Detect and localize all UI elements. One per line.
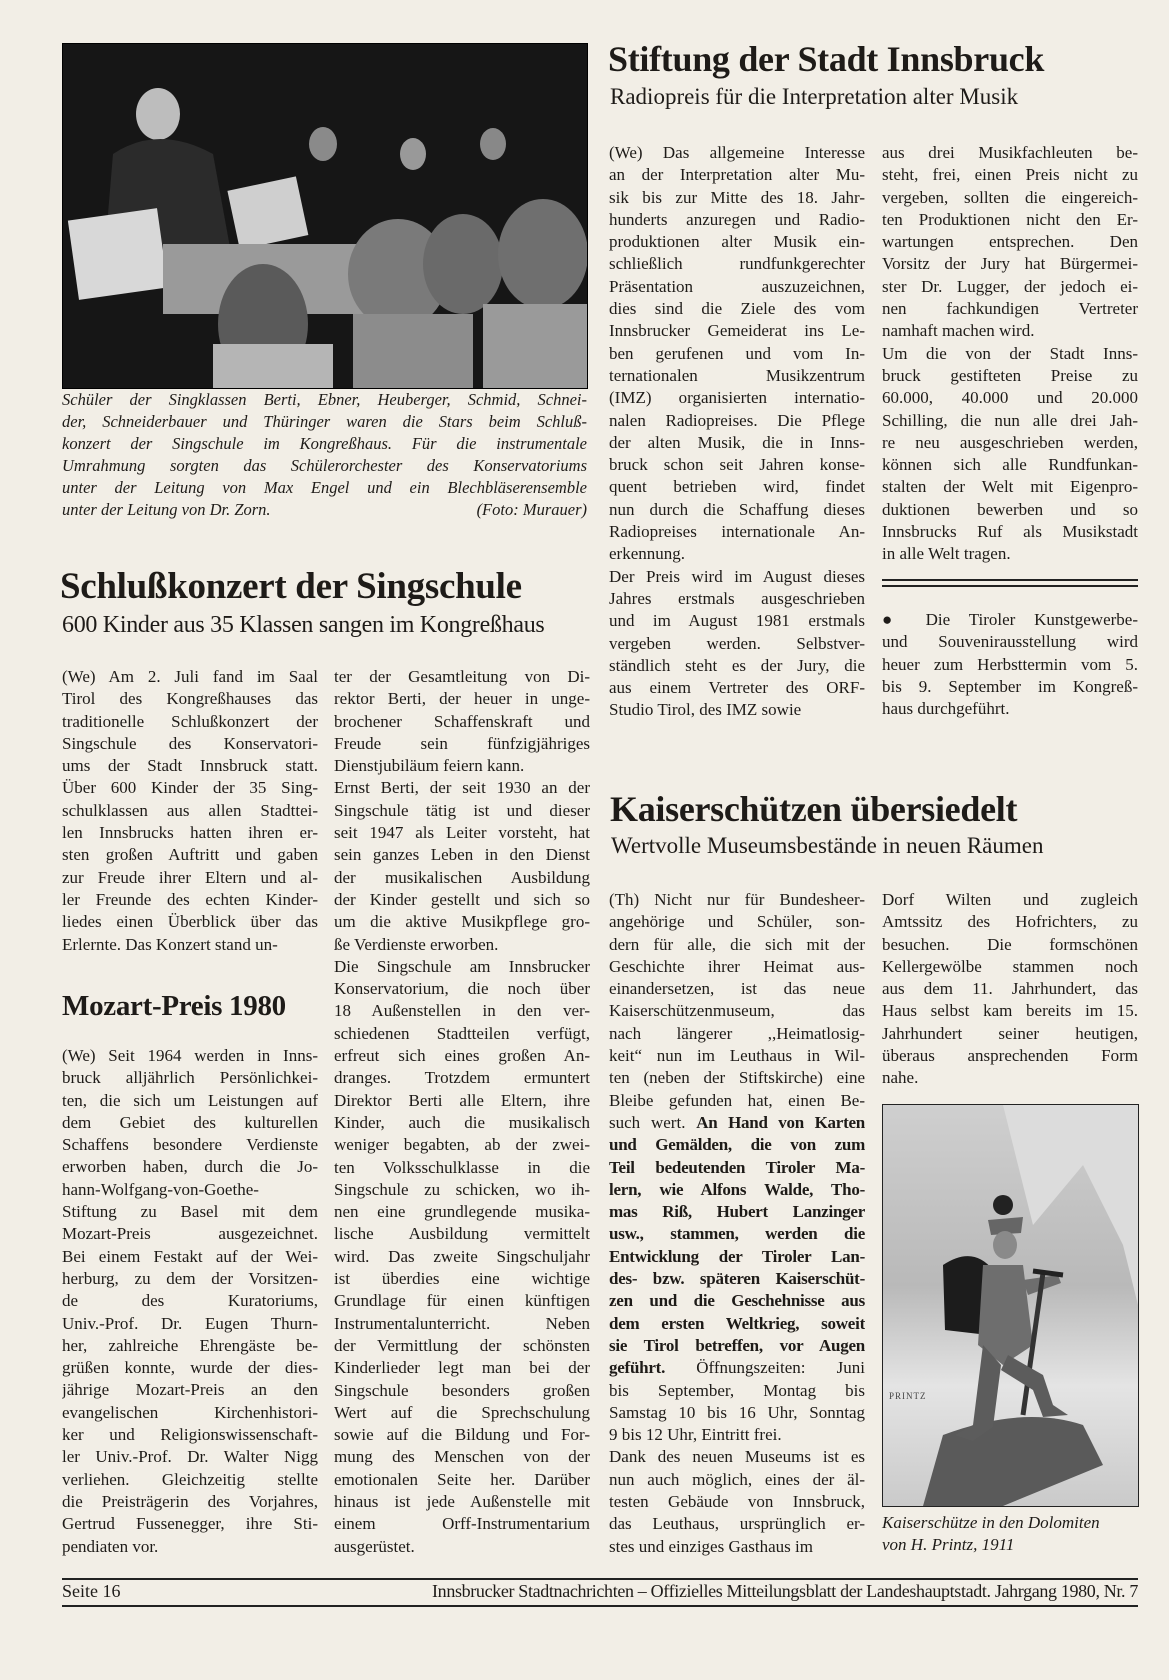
text-line: re neu ausgeschrieben werden, — [882, 432, 1138, 452]
text-line: ist überdies eine wichtige — [334, 1269, 590, 1289]
text-line: Konservatorium, die noch über — [334, 979, 590, 999]
text-line: 60.000, 40.000 und 20.000 — [882, 388, 1138, 408]
text-line: hunderts anzuregen und Radio- — [609, 209, 865, 229]
text-line: jährige Mozart-Preis an den — [62, 1380, 318, 1400]
text-line: Kinder, auch die musikalisch — [334, 1112, 590, 1132]
bold-text: sie Tirol betreffen, vor Augen — [609, 1335, 865, 1355]
text-line: such wert. An Hand von Karten — [609, 1112, 865, 1132]
text-line — [609, 1290, 865, 1312]
kaiserschuetzen-headline: Kaiserschützen übersiedelt — [610, 789, 1018, 829]
text-line: geführt. Öffnungszeiten: Juni — [609, 1358, 865, 1378]
text-line — [609, 1268, 865, 1290]
text-line: duktionen bewerben und so — [882, 499, 1138, 519]
text-line: nun auch möglich, eines der äl- — [609, 1469, 865, 1489]
text-line: und Souvenirausstellung wird — [882, 632, 1138, 652]
text-line: hinaus ist jede Außenstelle mit — [334, 1491, 590, 1511]
text-line: die Preisträgerin des Vorjahres, — [62, 1491, 318, 1511]
text-line: Grundlage für einen künftigen — [334, 1291, 590, 1311]
text-line: de des Kuratoriums, — [62, 1291, 318, 1311]
text-line: Kellergewölbe stammen noch — [882, 956, 1138, 976]
text-line — [609, 1223, 865, 1245]
paragraph — [609, 889, 865, 1446]
text-line: Mozart-Preis ausgezeichnet. — [62, 1224, 318, 1244]
painting-signature: PRINTZ — [889, 1391, 927, 1401]
text-line: (We) Das allgemeine Interesse — [609, 143, 865, 162]
text-line: Instrumentalunterricht. Neben — [334, 1313, 590, 1333]
text-line: namhaft machen wird. — [882, 321, 1035, 341]
text-line: können sich alle Rundfunkan- — [882, 455, 1138, 475]
bold-text: und Gemälden, die von zum — [609, 1135, 865, 1155]
text-line: Innsbrucks Ruf als Musikstadt — [882, 522, 1138, 542]
text-line: bruck schon seit Jahren konse- — [609, 455, 865, 475]
text-line: (We) Seit 1964 werden in Inns- — [62, 1046, 318, 1065]
kaiserschuetze-figure — [883, 1105, 1138, 1506]
text-line: konzert der Singschule im Kongreßhaus. Für die instrumentale — [62, 434, 587, 453]
text-line: Freude sein fünfzigjähriges — [334, 733, 590, 753]
text-line: Dienstjubiläum feiern kann. — [334, 756, 525, 776]
text-line: nun durch die Schaffung dieses — [609, 499, 865, 519]
text-line: ständlich steht es der Jury, die — [609, 655, 865, 675]
text-line: ben gerufenen und vom In- — [609, 343, 865, 363]
text-line: um die aktive Musikpflege gro- — [334, 912, 590, 932]
bold-text: lern, wie Alfons Walde, Tho- — [609, 1179, 865, 1199]
schlusskonzert-headline: Schlußkonzert der Singschule — [60, 566, 522, 607]
text-line: len Innsbrucks hatten ihren er- — [62, 823, 318, 843]
kaiserschuetzen-column-1 — [609, 889, 865, 1558]
text-line: nen fachkundigen Vertreter — [882, 299, 1138, 319]
text-line: Bleibe gefunden hat, einen Be- — [609, 1090, 865, 1110]
paragraph — [609, 566, 865, 722]
text-line: an der Interpretation alter Mu- — [609, 165, 865, 185]
text-line: Schilling, die nun alle drei Jah- — [882, 410, 1138, 430]
text-line: aus drei Musikfachleuten be- — [882, 143, 1138, 162]
paragraph — [609, 142, 865, 566]
concert-photo — [62, 43, 588, 389]
text-line: (IMZ) organisierten internatio- — [609, 388, 865, 408]
text-line: Schüler der Singklassen Berti, Ebner, Heuberger, Schmid, Schnei- — [62, 390, 587, 409]
text-line: Singschule tätig ist und dieser — [334, 800, 590, 820]
text-line: nen eine grundlegende musika- — [334, 1202, 590, 1222]
text-line — [609, 1157, 865, 1179]
text-line: dies sind die Ziele des vom — [609, 299, 865, 319]
text-line: bis 9. September im Kongreß- — [882, 676, 1138, 696]
text-line: Die Singschule am Innsbrucker — [334, 956, 590, 976]
text-line — [609, 1179, 865, 1201]
text-line: der, Schneiderbauer und Thüringer waren die Stars beim Schluß- — [62, 412, 587, 431]
paragraph — [882, 142, 1138, 343]
text-line: sten großen Auftritt und gaben — [62, 845, 318, 865]
text-line: steht, frei, einen Preis nicht zu — [882, 165, 1138, 185]
text-line — [609, 1134, 865, 1156]
text-line — [609, 1313, 865, 1335]
text-line: Schaffens besondere Verdienste — [62, 1135, 318, 1155]
text-line: schiedenen Stadtteilen verfügt, — [334, 1023, 590, 1043]
text-line: Univ.-Prof. Dr. Eugen Thurn- — [62, 1313, 318, 1333]
text-line: 18 Außenstellen in den ver- — [334, 1001, 590, 1021]
text-line: und im August 1981 erstmals — [609, 611, 865, 631]
text-line: einandersetzen, ist das neue — [609, 979, 865, 999]
text-line: das Leuthaus, ursprünglich er- — [609, 1514, 865, 1534]
text-line: wartungen entsprechen. Den — [882, 232, 1138, 252]
text-line: heuer zum Herbsttermin vom 5. — [882, 654, 1138, 674]
text-line: schulklassen aus allen Stadttei- — [62, 800, 318, 820]
text-line: ler Univ.-Prof. Dr. Walter Nigg — [62, 1447, 318, 1467]
text-line — [609, 1246, 865, 1268]
text-line: weniger begabten, ab der zwei- — [334, 1135, 590, 1155]
kaiserschuetzen-subheadline: Wertvolle Museumsbestände in neuen Räumen — [611, 833, 1044, 858]
text-line: Haus selbst kam bereits im 15. — [882, 1001, 1138, 1021]
text-line: (We) Am 2. Juli fand im Saal — [62, 667, 318, 686]
text-line: ten (neben der Stiftskirche) eine — [609, 1068, 865, 1088]
text-line: brochener Schaffenskraft und — [334, 711, 590, 731]
footer-rule-bottom — [62, 1605, 1138, 1607]
text-line: herburg, zu dem der Vorsitzen- — [62, 1268, 318, 1288]
text-line: Präsentation auszuzeichnen, — [609, 276, 865, 296]
bold-text: geführt. — [609, 1358, 666, 1378]
mozart-headline: Mozart-Preis 1980 — [62, 990, 286, 1022]
paragraph — [882, 343, 1138, 566]
text-line: (Th) Nicht nur für Bundesheer- — [609, 890, 865, 909]
paragraph — [62, 1045, 318, 1558]
paragraph — [334, 666, 590, 777]
text-line: dern für alle, die sich mit der — [609, 934, 865, 954]
text-line: ker und Religionswissenschaft- — [62, 1425, 318, 1445]
bold-text: des- bzw. späteren Kaiserschüt- — [609, 1269, 865, 1289]
text-line: zur Freude ihrer Eltern und al- — [62, 867, 318, 887]
paragraph — [62, 666, 318, 956]
text-line: nahe. — [882, 1068, 919, 1088]
text-line: Kinderlieder legt man bei der — [334, 1358, 590, 1378]
text-line: Amtssitz des Hofrichters, zu — [882, 912, 1138, 932]
text-line: nalen Radiopreises. Die Pflege — [609, 410, 865, 430]
text-line: Über 600 Kinder der 35 Sing- — [62, 778, 318, 798]
text-line: hann-Wolfgang-von-Goethe- — [62, 1179, 259, 1199]
bold-text: zen und die Geschehnisse aus — [609, 1291, 865, 1311]
footer-rule-top — [62, 1578, 1138, 1580]
text-line: nach längerer ,,Heimatlosig- — [609, 1023, 865, 1043]
photo-caption — [62, 389, 587, 521]
text-line: dranges. Trotzdem ermuntert — [334, 1068, 590, 1088]
text-line: Singschule zu schicken, wo ih- — [334, 1179, 590, 1199]
text-line: sowie auf die Bildung und For- — [334, 1425, 590, 1445]
text-line: ße Verdienste erworben. — [334, 934, 499, 954]
text-line: lische Ausbildung vermittelt — [334, 1224, 590, 1244]
text-line: Ernst Berti, der seit 1930 an der — [334, 778, 590, 798]
stiftung-subheadline: Radiopreis für die Interpretation alter Musik — [610, 84, 1019, 109]
text-line: einem Orff-Instrumentarium — [334, 1514, 590, 1534]
text-line: erkennung. — [609, 544, 686, 564]
text-line: Singschule besonders großen — [334, 1380, 590, 1400]
text-line: testen Gebäude von Innsbruck, — [609, 1492, 865, 1512]
bold-text: An Hand von Karten — [696, 1112, 865, 1132]
text-line: der Vermittlung der schönsten — [334, 1335, 590, 1355]
text-line: unter der Leitung von Dr. Zorn. — [62, 500, 271, 519]
text-line: Um die von der Stadt Inns- — [882, 343, 1138, 363]
text-line: ler Freunde des echten Kinder- — [62, 889, 318, 909]
stiftung-headline: Stiftung der Stadt Innsbruck — [608, 39, 1045, 79]
text-line — [609, 1201, 865, 1223]
bold-text: dem ersten Weltkrieg, soweit — [609, 1313, 865, 1333]
bold-text: Entwicklung der Tiroler Lan- — [609, 1246, 865, 1266]
exhibition-notice — [882, 609, 1138, 720]
text-line: stes und einziges Gasthaus im — [609, 1536, 813, 1556]
text-line: mung des Menschen von der — [334, 1447, 590, 1467]
text-line: ten Volksschulklasse in die — [334, 1157, 590, 1177]
text-line: produktionen alter Musik ein- — [609, 232, 865, 252]
paragraph — [334, 777, 590, 955]
schlusskonzert-column-1 — [62, 666, 318, 956]
text-line: ums der Stadt Innsbruck statt. — [62, 756, 318, 776]
text-line: bis September, Montag bis — [609, 1380, 865, 1400]
text-line: Gertrud Fussenegger, ihre Sti- — [62, 1514, 318, 1534]
text-line: verliehen. Gleichzeitig stellte — [62, 1469, 318, 1489]
text-line: erfreut sich eines großen An- — [334, 1046, 590, 1066]
kaiserschuetzen-column-2 — [882, 889, 1138, 1090]
paragraph — [609, 1446, 865, 1557]
text-line: der Kinder gestellt und sich so — [334, 889, 590, 909]
text-line: rektor Berti, der heuer in unge- — [334, 689, 590, 709]
footer-publication: Innsbrucker Stadtnachrichten – Offizielles Mitteilungsblatt der Landeshauptstadt. Jahrgang 1980, Nr. 7 — [432, 1581, 1138, 1601]
text-line: Wert auf die Sprechschulung — [334, 1402, 590, 1422]
text-line: überaus ansprechenden Form — [882, 1046, 1138, 1066]
text-line: Radiopreises internationale An- — [609, 522, 865, 542]
text-line: Singschule des Konservatori- — [62, 733, 318, 753]
text-line: ten Produktionen nicht den Er- — [882, 209, 1138, 229]
text-line: vergeben werden. Selbstver- — [609, 633, 865, 653]
text-line: Dorf Wilten und zugleich — [882, 890, 1138, 909]
text-line: seit 1947 als Leiter vorsteht, hat — [334, 823, 590, 843]
stiftung-column-1 — [609, 142, 865, 722]
text-line: evangelischen Kirchenhistori- — [62, 1402, 318, 1422]
paragraph — [882, 889, 1138, 1090]
text-line: quent betrieben wird, findet — [609, 477, 865, 497]
painting-caption-line: von H. Printz, 1911 — [882, 1535, 1015, 1555]
text-line: stalten der Welt mit Eigenpro- — [882, 477, 1138, 497]
text-line: der musikalischen Ausbildung — [334, 867, 590, 887]
text-line: ausgerüstet. — [334, 1536, 415, 1556]
text-line: vergeben, sollten die eingereich- — [882, 187, 1138, 207]
kaiserschuetze-painting — [882, 1104, 1139, 1507]
text-line: bruck alljährlich Persönlichkei- — [62, 1068, 318, 1088]
bold-text: mas Riß, Hubert Lanzinger — [609, 1202, 865, 1222]
painting-caption — [882, 1512, 1100, 1557]
text-line: dem Gebiet des kulturellen — [62, 1112, 318, 1132]
text-line: ster Dr. Lugger, der jedoch ei- — [882, 276, 1138, 296]
text-line: aus einem Vertreter des ORF- — [609, 678, 865, 698]
text-line: wird. Das zweite Singschuljahr — [334, 1246, 590, 1266]
text-line: Jahres erstmals ausgeschrieben — [609, 588, 865, 608]
schlusskonzert-subheadline: 600 Kinder aus 35 Klassen sangen im Kongreßhaus — [62, 612, 545, 638]
text-line: besuchen. Die formschönen — [882, 934, 1138, 954]
text-line: grüßen konnte, wurde der dies- — [62, 1358, 318, 1378]
bold-text: Teil bedeutenden Tiroler Ma- — [609, 1157, 865, 1177]
text-line: unter der Leitung von Max Engel und ein Blechbläserensemble — [62, 478, 587, 497]
text-line: liedes einen Überblick über das — [62, 912, 318, 932]
text-line: keit“ nun im Leuthaus in Wil- — [609, 1046, 865, 1066]
photo-credit: (Foto: Murauer) — [476, 500, 587, 519]
text-line: Jahrhundert seiner heutigen, — [882, 1023, 1138, 1043]
paragraph — [334, 956, 590, 1558]
footer-page-number: Seite 16 — [62, 1581, 121, 1601]
text-line: in alle Welt tragen. — [882, 544, 1011, 564]
text-line: ● Die Tiroler Kunstgewerbe- — [882, 610, 1138, 629]
painting-caption-line: Kaiserschütze in den Dolomiten — [882, 1513, 1100, 1532]
text-line: 9 bis 12 Uhr, Eintritt frei. — [609, 1425, 782, 1445]
text-line: ternationalen Musikzentrum — [609, 365, 865, 385]
text-line: emotionalen Seite her. Darüber — [334, 1469, 590, 1489]
text-line: sik bis zur Mitte des 18. Jahr- — [609, 187, 865, 207]
text-line — [609, 1335, 865, 1357]
double-rule-top — [882, 579, 1138, 581]
text-line: Dank des neuen Museums ist es — [609, 1447, 865, 1467]
text-line: der alten Musik, die in Inns- — [609, 432, 865, 452]
text-line: traditionelle Schlußkonzert der — [62, 711, 318, 731]
stiftung-column-2 — [882, 142, 1138, 566]
double-rule-bottom — [882, 585, 1138, 587]
text-line: Vorsitz der Jury hat Bürgermei- — [882, 254, 1138, 274]
text-line: bruck gestifteten Preise zu — [882, 365, 1138, 385]
schlusskonzert-column-2 — [334, 666, 590, 1558]
text-line: Geschichte ihrer Heimat aus- — [609, 956, 865, 976]
text-line: Tirol des Kongreßhauses das — [62, 689, 318, 709]
text-line: haus durchgeführt. — [882, 699, 1010, 719]
text-line: her, zahlreiche Ehrengäste be- — [62, 1335, 318, 1355]
text-line: Bei einem Festakt auf der Wei- — [62, 1246, 318, 1266]
text-line: erworben haben, durch die Jo- — [62, 1157, 318, 1177]
text-line: pendiaten vor. — [62, 1536, 159, 1556]
text-line: Umrahmung sorgten das Schülerorchester des Konservatoriums — [62, 456, 587, 475]
concert-photo-image — [63, 44, 587, 388]
bold-text: usw., stammen, werden die — [609, 1224, 865, 1244]
text-line: aus dem 11. Jahrhundert, das — [882, 979, 1138, 999]
text-line: angehörige und Schüler, son- — [609, 912, 865, 932]
text-line: Stiftung zu Basel mit dem — [62, 1202, 318, 1222]
text-line: Direktor Berti alle Eltern, ihre — [334, 1090, 590, 1110]
text-line: Samstag 10 bis 16 Uhr, Sonntag — [609, 1402, 865, 1422]
text-line: ten, die sich um Leistungen auf — [62, 1090, 318, 1110]
text-line: ter der Gesamtleitung von Di- — [334, 667, 590, 686]
text-line: Kaiserschützenmuseum, das — [609, 1001, 865, 1021]
text-line: Erlernte. Das Konzert stand un- — [62, 934, 278, 954]
paragraph — [882, 609, 1138, 720]
text-line: Innsbrucker Gemeiderat ins Le- — [609, 321, 865, 341]
text-line: schließlich rundfunkgerechter — [609, 254, 865, 274]
mozart-column — [62, 1045, 318, 1558]
text-line: Der Preis wird im August dieses — [609, 566, 865, 586]
text-line: Studio Tirol, des IMZ sowie — [609, 700, 802, 720]
text-line: sein ganzes Leben in den Dienst — [334, 845, 590, 865]
